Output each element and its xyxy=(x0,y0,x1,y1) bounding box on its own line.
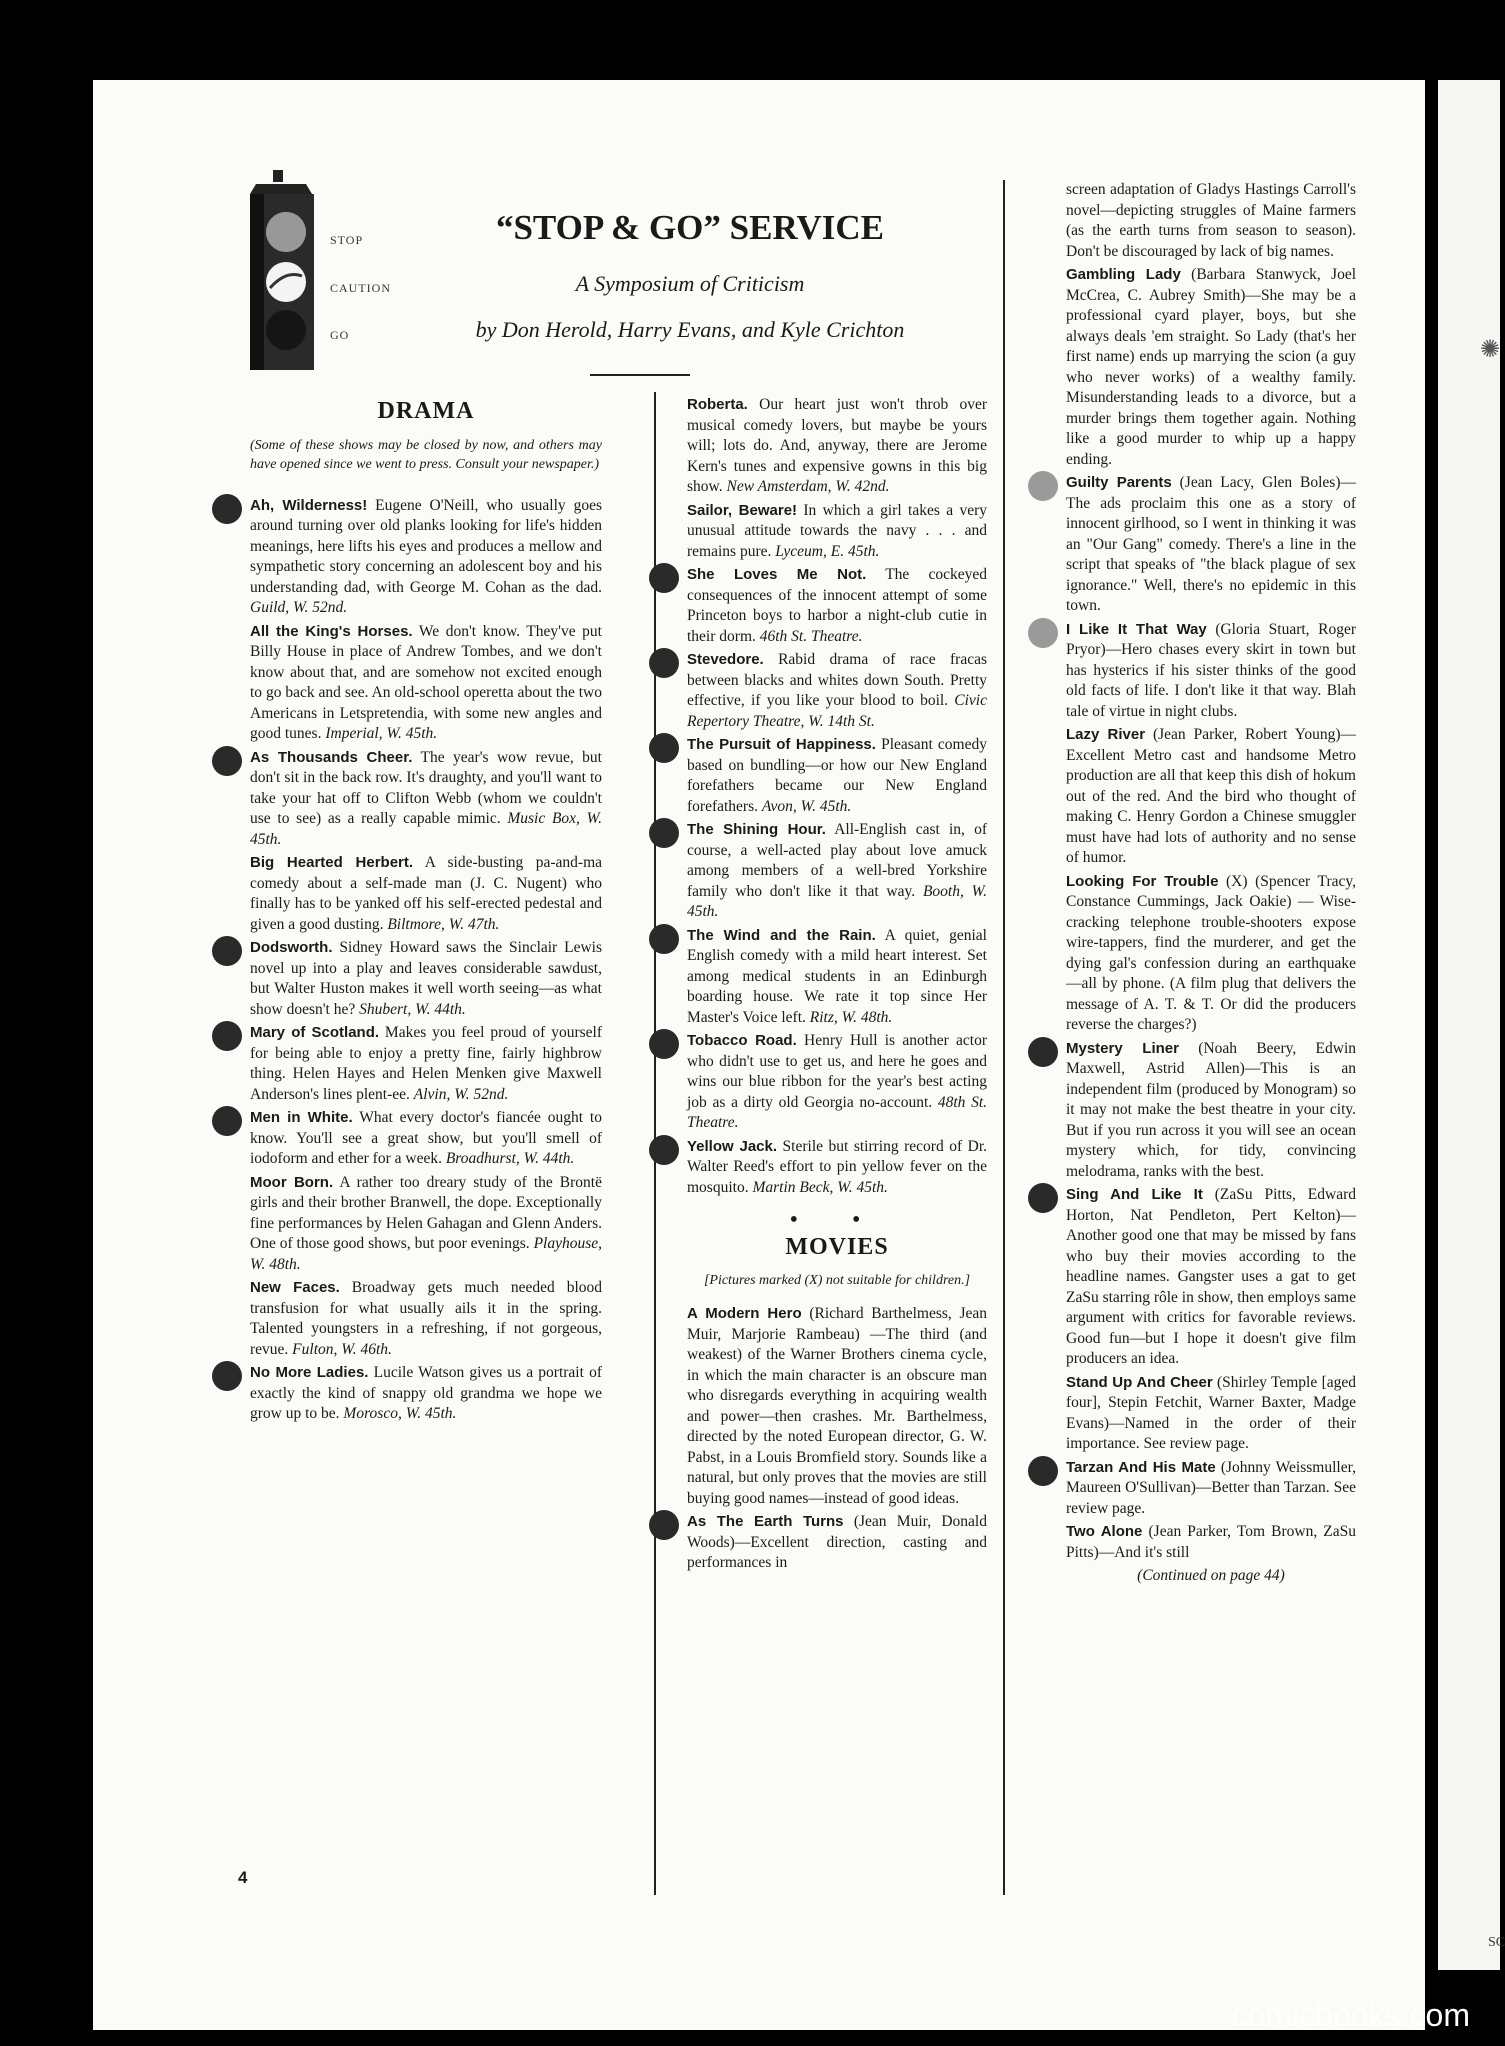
review-title: The Wind and the Rain. xyxy=(687,926,876,944)
review-entry xyxy=(1066,1458,1356,1520)
adjacent-page-edge xyxy=(1438,80,1505,1970)
review-entry xyxy=(250,1173,602,1276)
review-body: (ZaSu Pitts, Edward Horton, Nat Pendleton, Pert Kelton)—Another good one that may be missed by fans who buy their movies according to the headline names. Gangster uses a gat to get ZaSu starring rôle in show, then employs same argument with critics for favorable reviews. Good fun—but I hope it doesn't give film producers an idea. xyxy=(1066,1186,1357,1367)
review-venue: Biltmore, W. 47th. xyxy=(387,915,500,933)
review-title: Lazy River xyxy=(1066,726,1146,743)
column-divider xyxy=(1003,180,1005,1895)
review-entry xyxy=(687,650,987,732)
review-entry xyxy=(687,1304,987,1509)
review-body: Broadway gets much needed blood transfusion for what usually ails it in the spring. Talented youngsters in a refreshing, if not gorgeous, revue. xyxy=(250,1279,602,1358)
review-entry xyxy=(1066,1373,1356,1455)
review-title: The Pursuit of Happiness. xyxy=(687,736,876,753)
review-body: What every doctor's fiancée ought to know. You'll see a great show, but you'll smell of iodoform and ether for a week. xyxy=(250,1109,602,1167)
stop-signal-icon xyxy=(1028,1183,1058,1213)
stop-signal-icon xyxy=(212,746,242,776)
review-body: (Jean Muir, Donald Woods)—Excellent direction, casting and performances in xyxy=(687,1513,987,1571)
section-separator: • • xyxy=(789,1207,885,1233)
review-body: (Jean Parker, Robert Young)—Excellent Metro cast and handsome Metro production are all that keep this dish of hokum out of the red. And the bird who thought of making C. Henry Gordon a Chinese smuggler must have had lots of authority and no sense of humor. xyxy=(1066,726,1356,866)
review-entry xyxy=(1066,1185,1356,1370)
stop-signal-icon xyxy=(649,1029,679,1059)
review-entry xyxy=(687,1137,987,1199)
review-body: Sidney Howard saws the Sinclair Lewis novel up into a play and leaves considerable sawdust, but Walter Huston makes it well worth seeing—as what show doesn't he? xyxy=(250,939,602,1018)
review-entry xyxy=(1066,1522,1356,1563)
review-venue: Civic Repertory Theatre, W. 14th St. xyxy=(687,692,987,730)
review-title: Mystery Liner xyxy=(1066,1039,1179,1057)
review-entry xyxy=(250,1108,602,1170)
byline: by Don Herold, Harry Evans, and Kyle Crichton xyxy=(475,317,905,342)
review-body: A quiet, genial English comedy with a mild heart interest. Set among medical students in an Edinburgh boarding house. We rate it top since Her Master's Voice left. xyxy=(687,926,987,1026)
stop-signal-icon xyxy=(649,1135,679,1165)
review-body: (X) (Spencer Tracy, Constance Cummings, Jack Oakie) — Wise-cracking telephone trouble-shooters expose wire-tappers, find the murderer, and get the dying gal's confession during an earthquake —all by phone. (A film plug that delivers the message of A. T. & T. Or did the producers reverse the charges?) xyxy=(1066,872,1356,1033)
review-entry xyxy=(250,1023,602,1105)
review-title: She Loves Me Not. xyxy=(687,566,867,583)
review-title: New Faces. xyxy=(250,1279,340,1296)
review-venue: New Amsterdam, W. 42nd. xyxy=(726,478,890,495)
review-body: The cockeyed consequences of the innocent attempt of some Princeton boys to harbor a night-club cutie in their dorm. xyxy=(687,566,987,645)
stop-signal-icon xyxy=(212,1106,242,1136)
review-entry xyxy=(250,1278,602,1360)
title-divider xyxy=(590,374,690,376)
review-venue: Avon, W. 45th. xyxy=(761,797,852,815)
review-title: Yellow Jack. xyxy=(687,1137,778,1155)
movies-note: [Pictures marked (X) not suitable for children.] xyxy=(703,1273,971,1288)
review-entry xyxy=(1066,725,1356,869)
review-body: Pleasant comedy based on bundling—or how our New England forefathers became our New England forefathers. xyxy=(687,736,987,815)
review-title: Tobacco Road. xyxy=(687,1032,797,1049)
review-body: (Noah Beery, Edwin Maxwell, Astrid Allen)—This is an independent film (produced by Monogram) so it may not make the best theatre in your city. But if you run across it you will see an ocean mystery which, for tidy, convincing melodrama, ranks with the best. xyxy=(1066,1039,1356,1180)
review-entry xyxy=(250,622,602,745)
page-title: “STOP & GO” SERVICE xyxy=(495,208,885,247)
review-title: Ah, Wilderness! xyxy=(250,496,368,514)
review-entry xyxy=(250,1363,602,1425)
review-body: The year's wow revue, but don't sit in the back row. It's draughty, and you'll want to take your hat off to Clifton Webb (whom we couldn't use to see) as a really capable mimic. xyxy=(250,748,602,827)
ornament-icon: ✺ xyxy=(1480,337,1501,363)
review-body: (Richard Barthelmess, Jean Muir, Marjorie Rambeau) —The third (and weakest) of the Warner Brothers cinema cycle, in which the main character is an obscure man who disregards everything in acquiring wealth and power—then crashes. Mr. Barthelmess, directed by the noted European director, G. W. Pabst, in a Louis Bromfield story. Sounds like a natural, but only proves that the movies are still buying good names—instead of good ideas. xyxy=(687,1305,988,1507)
signal-label-caution: CAUTION xyxy=(330,281,391,295)
stop-signal-icon xyxy=(649,733,679,763)
stop-signal-icon xyxy=(212,936,242,966)
review-title: As The Earth Turns xyxy=(687,1513,844,1530)
review-entry xyxy=(1066,1039,1356,1183)
review-venue: Morosco, W. 45th. xyxy=(343,1405,457,1422)
review-body: A rather too dreary study of the Brontë girls and their brother Branwell, the dope. Exceptionally fine performances by Helen Gahagan and Glenn Anders. One of those good shows, but poor evenings. xyxy=(250,1173,602,1252)
signal-label-stop: STOP xyxy=(330,233,364,247)
review-venue: Martin Beck, W. 45th. xyxy=(752,1178,888,1196)
review-venue: Music Box, W. 45th. xyxy=(250,810,603,848)
review-body: A side-busting pa-and-ma comedy about a self-made man (J. C. Nugent) who finally has to be yanked off his self-erected pedestal and given a good dusting. xyxy=(250,854,603,933)
review-venue: Ritz, W. 48th. xyxy=(809,1008,893,1026)
review-body: Eugene O'Neill, who usually goes around turning over old planks looking for life's hidden meanings, here lifts his eyes and produces a mellow and sympathetic story concerning an adolescent boy and his understanding dad, with George M. Cohan as the dad. xyxy=(250,496,602,596)
review-venue: Playhouse, W. 48th. xyxy=(250,1235,603,1273)
continued-note: (Continued on page 44) xyxy=(1137,1567,1285,1584)
section-heading-drama: DRAMA xyxy=(377,398,475,424)
review-body: (Johnny Weissmuller, Maureen O'Sullivan)—Better than Tarzan. See review page. xyxy=(1066,1458,1356,1517)
drama-note: (Some of these shows may be closed by now, and others may have opened since we went to press. Consult your newspaper.) xyxy=(250,437,602,472)
review-entry xyxy=(1066,872,1356,1036)
review-venue: Guild, W. 52nd. xyxy=(250,599,348,616)
review-entry xyxy=(250,748,602,851)
review-body: (Shirley Temple [aged four], Stepin Fetchit, Warner Baxter, Madge Evans)—Named in the order of their importance. See review page. xyxy=(1066,1373,1356,1452)
review-title: All the King's Horses. xyxy=(250,622,413,640)
review-entry xyxy=(687,735,987,817)
review-title: Guilty Parents xyxy=(1066,474,1172,491)
review-title: Dodsworth. xyxy=(250,939,333,956)
review-venue: Fulton, W. 46th. xyxy=(292,1340,392,1358)
review-title: Mary of Scotland. xyxy=(250,1024,380,1041)
caution-signal-icon xyxy=(1028,618,1058,648)
review-entry xyxy=(687,1031,987,1134)
review-entry xyxy=(687,926,987,1029)
review-body: (Barbara Stanwyck, Joel McCrea, C. Aubrey Smith)—She may be a professional cyard player, boys, but she always deals 'em straight. So Lady (that's her first name) ends up marrying the scion (a guy who never works) of a wealthy family. Misunderstanding leads to a divorce, but a murder brings them together again. Nothing like a good murder to whip up a happy ending. xyxy=(1066,266,1357,468)
review-body: Lucile Watson gives us a portrait of exactly the kind of snappy old grandma we hope we grow up to be. xyxy=(250,1364,602,1422)
review-entry xyxy=(687,565,987,647)
stop-signal-icon xyxy=(1028,1456,1058,1486)
review-title: Gambling Lady xyxy=(1066,266,1181,283)
review-entry xyxy=(1066,473,1356,617)
review-title: Sing And Like It xyxy=(1066,1186,1203,1203)
stop-signal-icon xyxy=(212,494,242,524)
review-body: Makes you feel proud of yourself for being able to enjoy a pretty fine, fairly highbrow thing. Helen Hayes and Helen Menken give Maxwell Anderson's lines plent-ee. xyxy=(250,1024,602,1103)
traffic-signal-icon xyxy=(246,170,318,372)
stop-signal-icon xyxy=(212,1021,242,1051)
caution-signal-icon xyxy=(1028,471,1058,501)
review-title: No More Ladies. xyxy=(250,1364,369,1381)
review-venue: Booth, W. 45th. xyxy=(687,882,988,920)
review-title: As Thousands Cheer. xyxy=(250,748,413,766)
review-body: Sterile but stirring record of Dr. Walter Reed's effort to pin yellow fever on the mosquito. xyxy=(687,1137,988,1196)
watermark: comicbooks.com xyxy=(1231,1997,1470,2033)
review-body: (Gloria Stuart, Roger Pryor)—Hero chases every skirt in town but has hysterics if his sister thinks of the good old facts of life. I don't like it that way. Blah tale of virtue in night clubs. xyxy=(1066,620,1357,720)
review-body: All-English cast in, of course, a well-acted play about love amuck among members of a well-bred Yorkshire family who don't like it that way. xyxy=(687,821,987,900)
page-number: 4 xyxy=(238,1868,248,1887)
review-title: Stand Up And Cheer xyxy=(1066,1373,1213,1391)
review-title: Men in White. xyxy=(250,1109,353,1126)
review-body: Our heart just won't throb over musical comedy lovers, but maybe be yours will; lots do. And, anyway, there are Jerome Kern's tunes and expensive gowns in this big show. xyxy=(687,396,988,495)
stop-signal-icon xyxy=(212,1361,242,1391)
review-title: Sailor, Beware! xyxy=(687,501,798,519)
review-entry xyxy=(687,1512,987,1574)
review-body: (Jean Lacy, Glen Boles)—The ads proclaim this one as a story of innocent girlhood, so I went in thinking it was an "Our Gang" comedy. There's a line in the script that speaks of "the black plague of sex ignorance." Well, there's no epidemic in this town. xyxy=(1066,474,1356,614)
review-entry xyxy=(687,820,987,923)
review-title: Stevedore. xyxy=(687,651,764,668)
review-entry xyxy=(1066,180,1356,262)
review-venue: Imperial, W. 45th. xyxy=(325,725,438,742)
review-venue: 46th St. Theatre. xyxy=(759,627,863,645)
review-body: screen adaptation of Gladys Hastings Carroll's novel—depicting struggles of Maine farmers (as the earth turns from season to season). Don't be discouraged by lack of big names. xyxy=(1066,181,1356,260)
review-venue: 48th St. Theatre. xyxy=(687,1093,987,1131)
stop-signal-icon xyxy=(649,648,679,678)
review-title: Looking For Trouble xyxy=(1066,872,1219,890)
movies-column-3 xyxy=(1066,180,1356,1587)
review-title: Big Hearted Herbert. xyxy=(250,854,414,871)
review-venue: Lyceum, E. 45th. xyxy=(775,542,880,560)
review-body: Henry Hull is another actor who didn't use to get us, and here he goes and wins our blue ribbon for the year's best acting job as a dirty old Georgia no-account. xyxy=(687,1032,988,1111)
stop-signal-icon xyxy=(649,1510,679,1540)
stop-signal-icon xyxy=(649,924,679,954)
review-body: In which a girl takes a very unusual attitude towards the navy . . . and remains pure. xyxy=(687,501,987,560)
stop-signal-icon xyxy=(649,818,679,848)
review-body: We don't know. They've put Billy House in place of Andrew Tombes, and we don't know about that, and are somehow not excited enough to go back and see. An old-school operetta about the two Americans in Letspretendia, with some new angles and good tunes. xyxy=(250,622,602,742)
review-title: Tarzan And His Mate xyxy=(1066,1458,1216,1476)
review-entry xyxy=(1066,620,1356,723)
review-title: Moor Born. xyxy=(250,1173,334,1191)
review-body: (Jean Parker, Tom Brown, ZaSu Pitts)—And it's still xyxy=(1066,1523,1357,1561)
section-heading-movies: MOVIES xyxy=(785,1233,889,1260)
stop-signal-icon xyxy=(1028,1037,1058,1067)
review-entry xyxy=(1066,265,1356,470)
review-title: Two Alone xyxy=(1066,1523,1143,1540)
edge-text: SC xyxy=(1488,1935,1505,1950)
review-entry xyxy=(687,395,987,498)
review-entry xyxy=(250,496,602,619)
review-venue: Shubert, W. 44th. xyxy=(359,1000,466,1018)
review-entry xyxy=(250,853,602,935)
review-entry xyxy=(687,501,987,563)
signal-label-go: GO xyxy=(330,328,350,342)
page-subtitle: A Symposium of Criticism xyxy=(575,271,805,296)
drama-movies-column-2 xyxy=(687,395,987,1577)
drama-column-1 xyxy=(250,395,602,1428)
review-body: Rabid drama of race fracas between blacks and whites down South. Pretty effective, if you like your blood to boil. xyxy=(687,651,987,709)
review-venue: Broadhurst, W. 44th. xyxy=(445,1150,575,1167)
review-title: Roberta. xyxy=(687,396,748,413)
review-title: The Shining Hour. xyxy=(687,821,826,838)
stop-signal-icon xyxy=(649,563,679,593)
review-title: I Like It That Way xyxy=(1066,620,1207,638)
review-venue: Alvin, W. 52nd. xyxy=(413,1085,509,1103)
review-title: A Modern Hero xyxy=(687,1305,802,1322)
review-entry xyxy=(250,938,602,1020)
